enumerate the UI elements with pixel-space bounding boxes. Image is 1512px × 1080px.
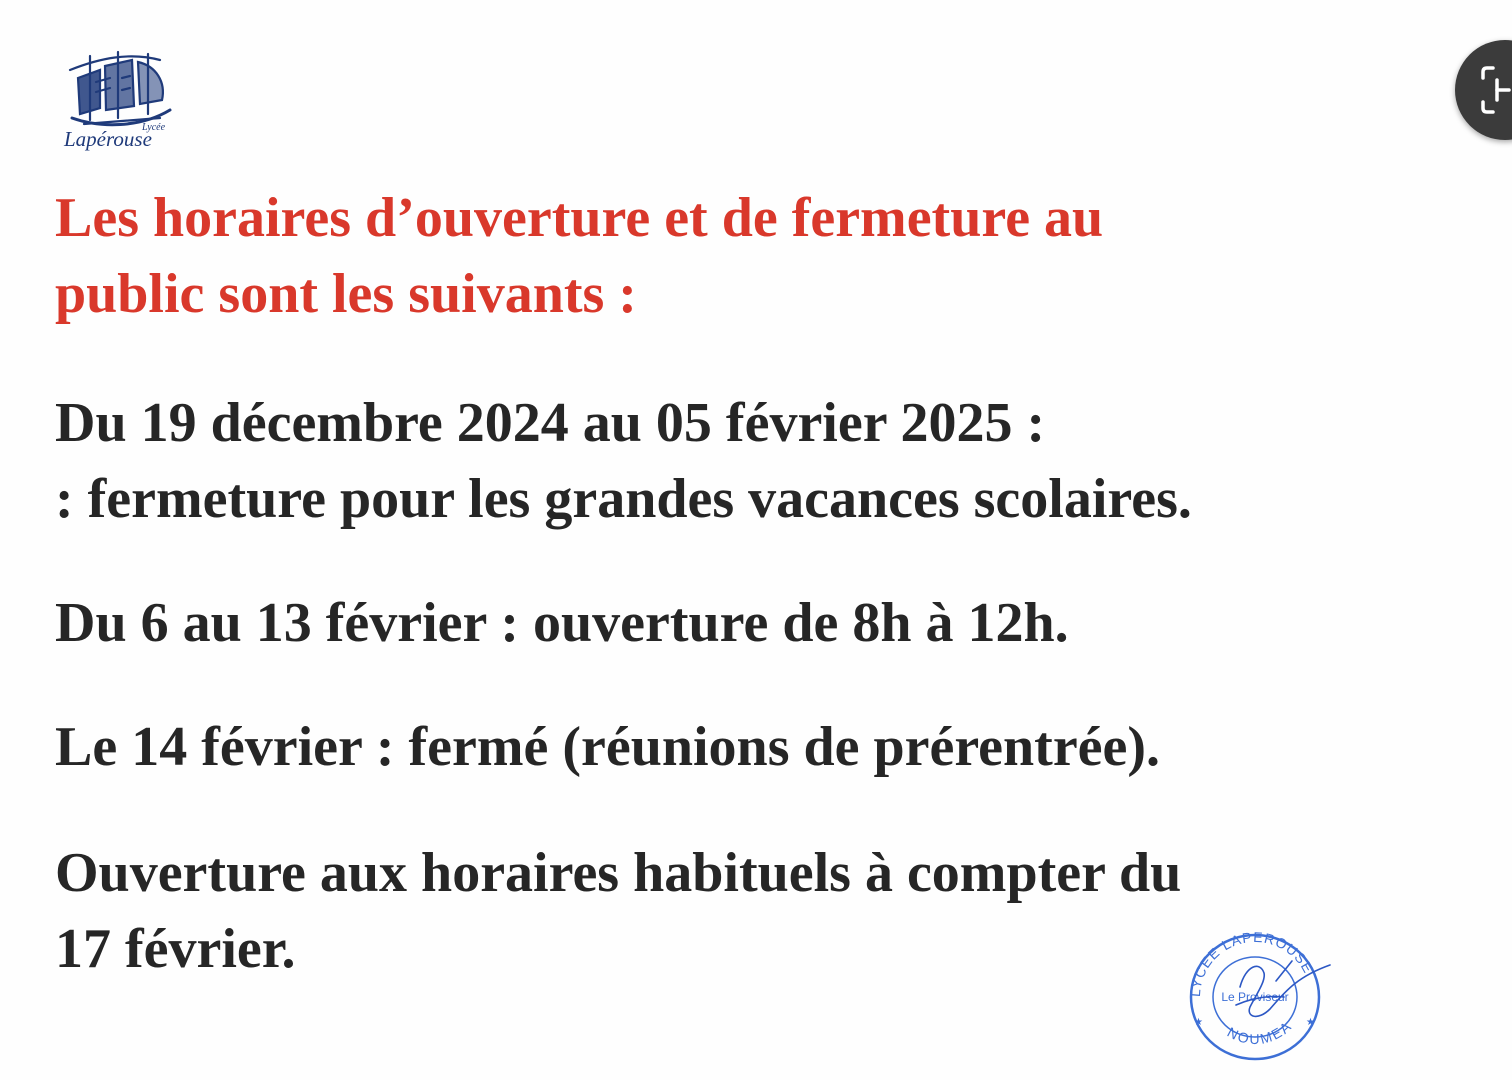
star-icon: ★ <box>1194 1017 1203 1028</box>
lens-scan-button[interactable] <box>1455 40 1512 140</box>
official-stamp <box>1180 925 1350 1065</box>
closure-period-paragraph <box>55 385 1455 537</box>
closed-day-paragraph <box>55 709 1455 785</box>
paragraph-line: Ouverture aux horaires habituels à compter du <box>55 842 1182 904</box>
logo-subtext: Lycée <box>142 122 166 133</box>
sailing-ship-icon <box>70 52 170 125</box>
stamp-ring-bottom: NOUMEA <box>1224 1017 1296 1048</box>
logo-text: Lapérouse <box>64 127 152 151</box>
opening-hours-paragraph <box>55 585 1455 661</box>
star-icon: ★ <box>1306 1017 1315 1028</box>
paragraph-line: 17 février. <box>55 918 296 980</box>
paragraph-line: Le 14 février : fermé (réunions de prérentrée). <box>55 716 1161 778</box>
stamp-center-text: Le Proviseur <box>1221 990 1289 1004</box>
notice-heading <box>55 180 1385 332</box>
paragraph-line: : fermeture pour les grandes vacances scolaires. <box>55 468 1192 530</box>
school-logo <box>60 48 190 153</box>
paragraph-line: Du 6 au 13 février : ouverture de 8h à 12h. <box>55 592 1069 654</box>
lens-scan-icon <box>1479 64 1512 116</box>
signature-mark <box>1236 961 1330 1016</box>
paragraph-line: Du 19 décembre 2024 au 05 février 2025 : <box>55 392 1046 454</box>
heading-line: Les horaires d’ouverture et de fermeture au <box>55 187 1104 249</box>
heading-line: public sont les suivants : <box>55 263 637 325</box>
stamp-ring-top: LYCEE LAPEROUSE <box>1186 928 1317 998</box>
